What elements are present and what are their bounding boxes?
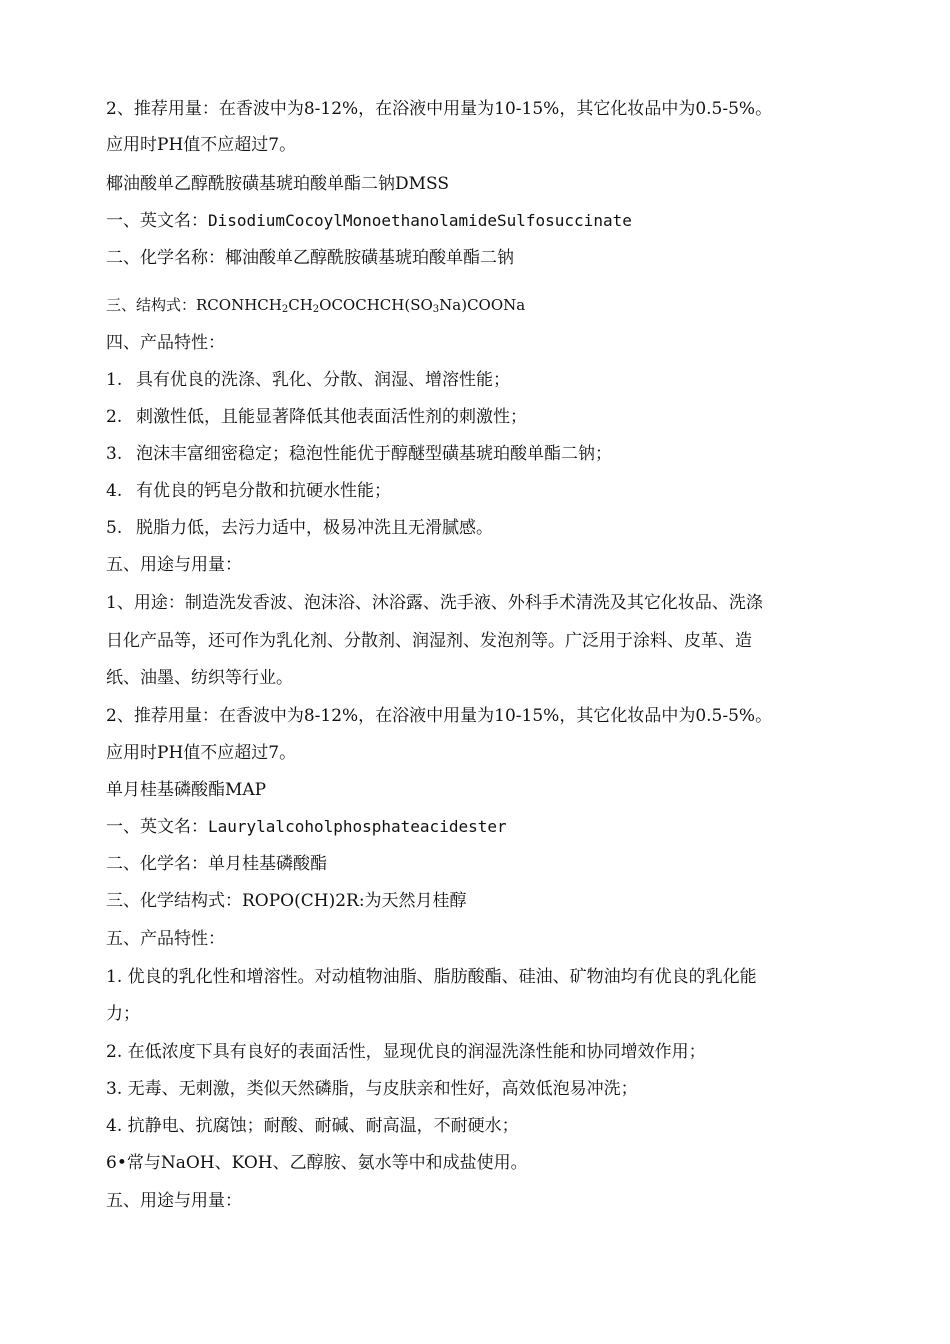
formula-part: CH	[288, 296, 313, 314]
text-line: 五、用途与用量：	[106, 1191, 242, 1211]
text-line: 日化产品等，还可作为乳化剂、分散剂、润湿剂、发泡剂等。广泛用于涂料、皮革、造	[106, 631, 752, 651]
text-line: 四、产品特性：	[106, 333, 225, 353]
list-text: 泡沫丰富细密稳定；稳泡性能优于醇醚型磺基琥珀酸单酯二钠；	[136, 444, 612, 464]
formula-part: Na)COONa	[439, 296, 526, 314]
text-line: 2、推荐用量：在香波中为8-12%，在浴液中用量为10-15%，其它化妆品中为0.5-5%。	[106, 99, 773, 119]
label: 一、英文名：	[106, 817, 208, 837]
formula-part: OCOCHCH(SO	[319, 296, 433, 314]
text-line: 3. 无毒、无刺激，类似天然磷脂，与皮肤亲和性好，高效低泡易冲洗；	[106, 1079, 638, 1099]
list-number: 3.	[106, 444, 123, 464]
list-number: 4.	[106, 481, 123, 501]
formula-subscript: 2	[281, 304, 289, 315]
formula-subscript: 3	[432, 304, 440, 315]
formula-subscript: 2	[312, 304, 320, 315]
list-text: 具有优良的洗涤、乳化、分散、润湿、增溶性能；	[136, 370, 510, 390]
text-line: 1、用途：制造洗发香波、泡沫浴、沐浴露、洗手液、外科手术清洗及其它化妆品、洗涤	[106, 593, 763, 613]
text-line	[106, 816, 850, 838]
text-line: 二、化学名：单月桂基磷酸酯	[106, 854, 327, 874]
list-text: 刺激性低，且能显著降低其他表面活性剂的刺激性；	[136, 407, 527, 427]
list-number: 2.	[106, 407, 123, 427]
structural-formula	[106, 294, 850, 316]
formula-part: 三、结构式：RCONHCH	[106, 296, 282, 314]
text-line: 纸、油墨、纺织等行业。	[106, 668, 293, 688]
text-line: 二、化学名称：椰油酸单乙醇酰胺磺基琥珀酸单酯二钠	[106, 248, 514, 268]
text-line: 应用时PH值不应超过7。	[106, 135, 297, 155]
text-line: 应用时PH值不应超过7。	[106, 743, 297, 763]
list-item	[106, 369, 850, 391]
english-name: Laurylalcoholphosphateacidester	[208, 817, 507, 836]
text-line: 五、产品特性：	[106, 929, 225, 949]
list-item	[106, 480, 850, 502]
text-line: 五、用途与用量：	[106, 555, 242, 575]
text-line: 2. 在低浓度下具有良好的表面活性，显现优良的润湿洗涤性能和协同增效作用；	[106, 1042, 706, 1062]
list-number: 5.	[106, 518, 123, 538]
section-heading: 椰油酸单乙醇酰胺磺基琥珀酸单酯二钠DMSS	[106, 174, 450, 194]
text-line: 力；	[106, 1004, 140, 1024]
text-line: 4. 抗静电、抗腐蚀；耐酸、耐碱、耐高温，不耐硬水；	[106, 1116, 519, 1136]
text-line: 三、化学结构式：ROPO(CH)2R:为天然月桂醇	[106, 891, 467, 911]
list-text: 脱脂力低，去污力适中，极易冲洗且无滑腻感。	[136, 518, 493, 538]
list-item	[106, 443, 850, 465]
list-number: 1.	[106, 370, 123, 390]
list-item	[106, 406, 850, 428]
list-text: 有优良的钙皂分散和抗硬水性能；	[136, 481, 391, 501]
text-line: 1. 优良的乳化性和增溶性。对动植物油脂、脂肪酸酯、硅油、矿物油均有优良的乳化能	[106, 967, 757, 987]
list-item	[106, 517, 850, 539]
text-line: 2、推荐用量：在香波中为8-12%，在浴液中用量为10-15%，其它化妆品中为0.5-5%。	[106, 706, 773, 726]
text-line: 6•常与NaOH、KOH、乙醇胺、氨水等中和成盐使用。	[106, 1153, 528, 1173]
english-name: DisodiumCocoylMonoethanolamideSulfosuccinate	[208, 211, 632, 230]
label: 一、英文名：	[106, 211, 208, 231]
section-heading: 单月桂基磷酸酯MAP	[106, 780, 267, 800]
text-line	[106, 210, 850, 232]
